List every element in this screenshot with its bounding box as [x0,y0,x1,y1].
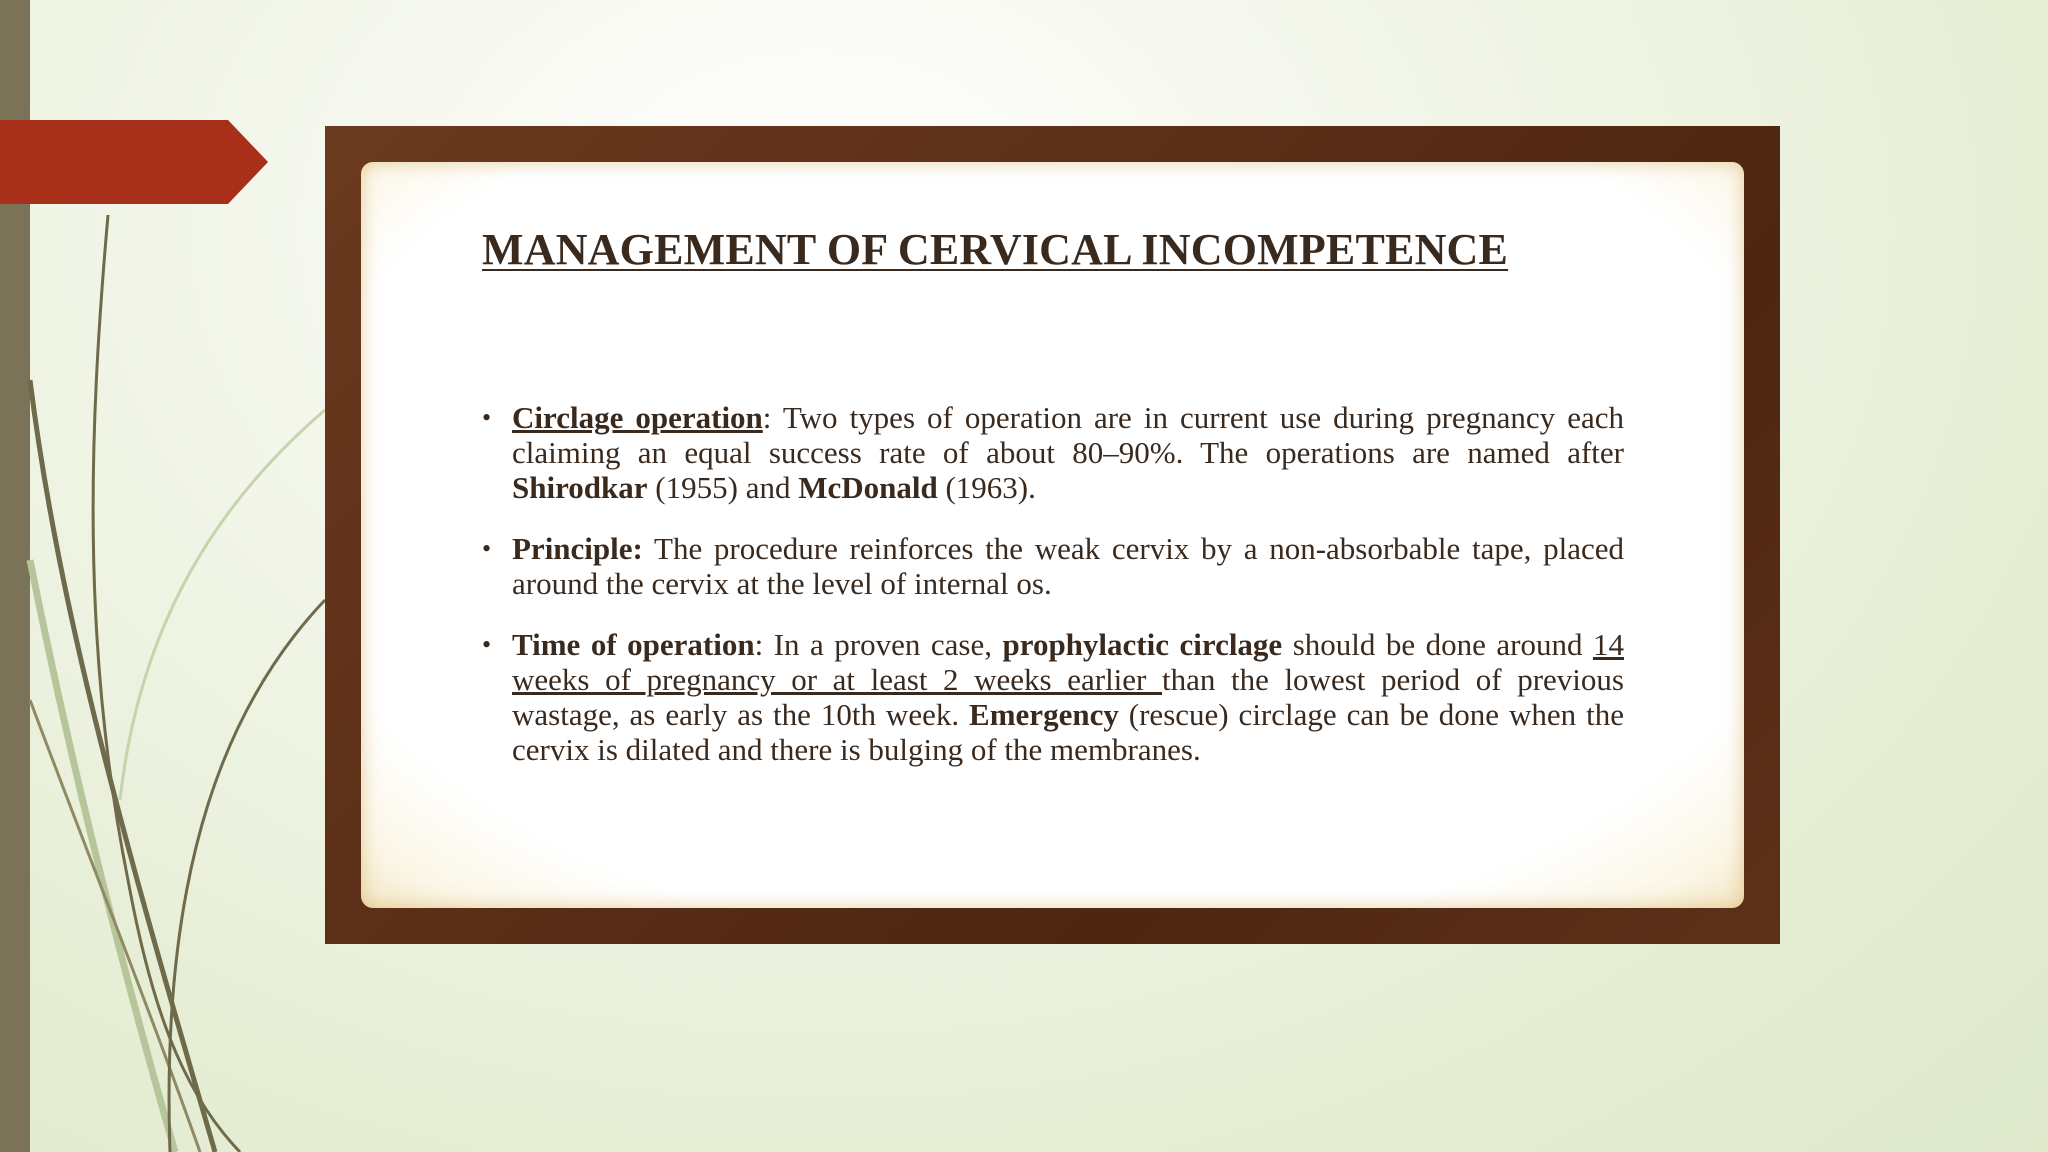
bullet-dot: • [482,403,492,432]
term-circlage-operation: Circlage operation [512,400,763,435]
bullet-time-of-operation [482,627,1624,767]
name-mcdonald: McDonald [798,470,938,505]
text: Two types of operation are in current use during pregnancy each claiming an equal success rate of about 80–90%. The operations are named after [512,400,1624,470]
text: The procedure reinforces the weak cervix by a non-absorbable tape, placed around the cervix at the level of internal os. [512,531,1624,601]
bullet-list [482,400,1624,793]
prophylactic-circlage: prophylactic circlage [1002,627,1283,662]
term-time-of-operation: Time of operation [512,627,755,662]
text: than the lowest period of previous wastage, as early as the 10th week. [512,662,1624,732]
separator: : [762,400,772,435]
name-shirodkar: Shirodkar [512,470,648,505]
text: should be done around [1282,627,1593,662]
emergency: Emergency [969,697,1119,732]
term-principle: Principle: [512,531,643,566]
content-frame [325,126,1780,944]
separator: : [754,627,764,662]
content-panel [361,162,1744,908]
bullet-dot: • [482,534,492,563]
underlined-timing: 14 weeks of pregnancy or at least 2 weeks earlier [512,627,1624,697]
bullet-principle [482,531,1624,601]
text: (rescue) circlage can be done when the cervix is dilated and there is bulging of the membranes. [512,697,1624,767]
bullet-circlage-operation [482,400,1624,505]
text: (1955) and [647,470,799,505]
text: In a proven case, [763,627,1003,662]
accent-arrow-tab [0,120,268,204]
slide-title: MANAGEMENT OF CERVICAL INCOMPETENCE [482,225,1509,274]
bullet-dot: • [482,630,492,659]
text: (1963). [937,470,1036,505]
